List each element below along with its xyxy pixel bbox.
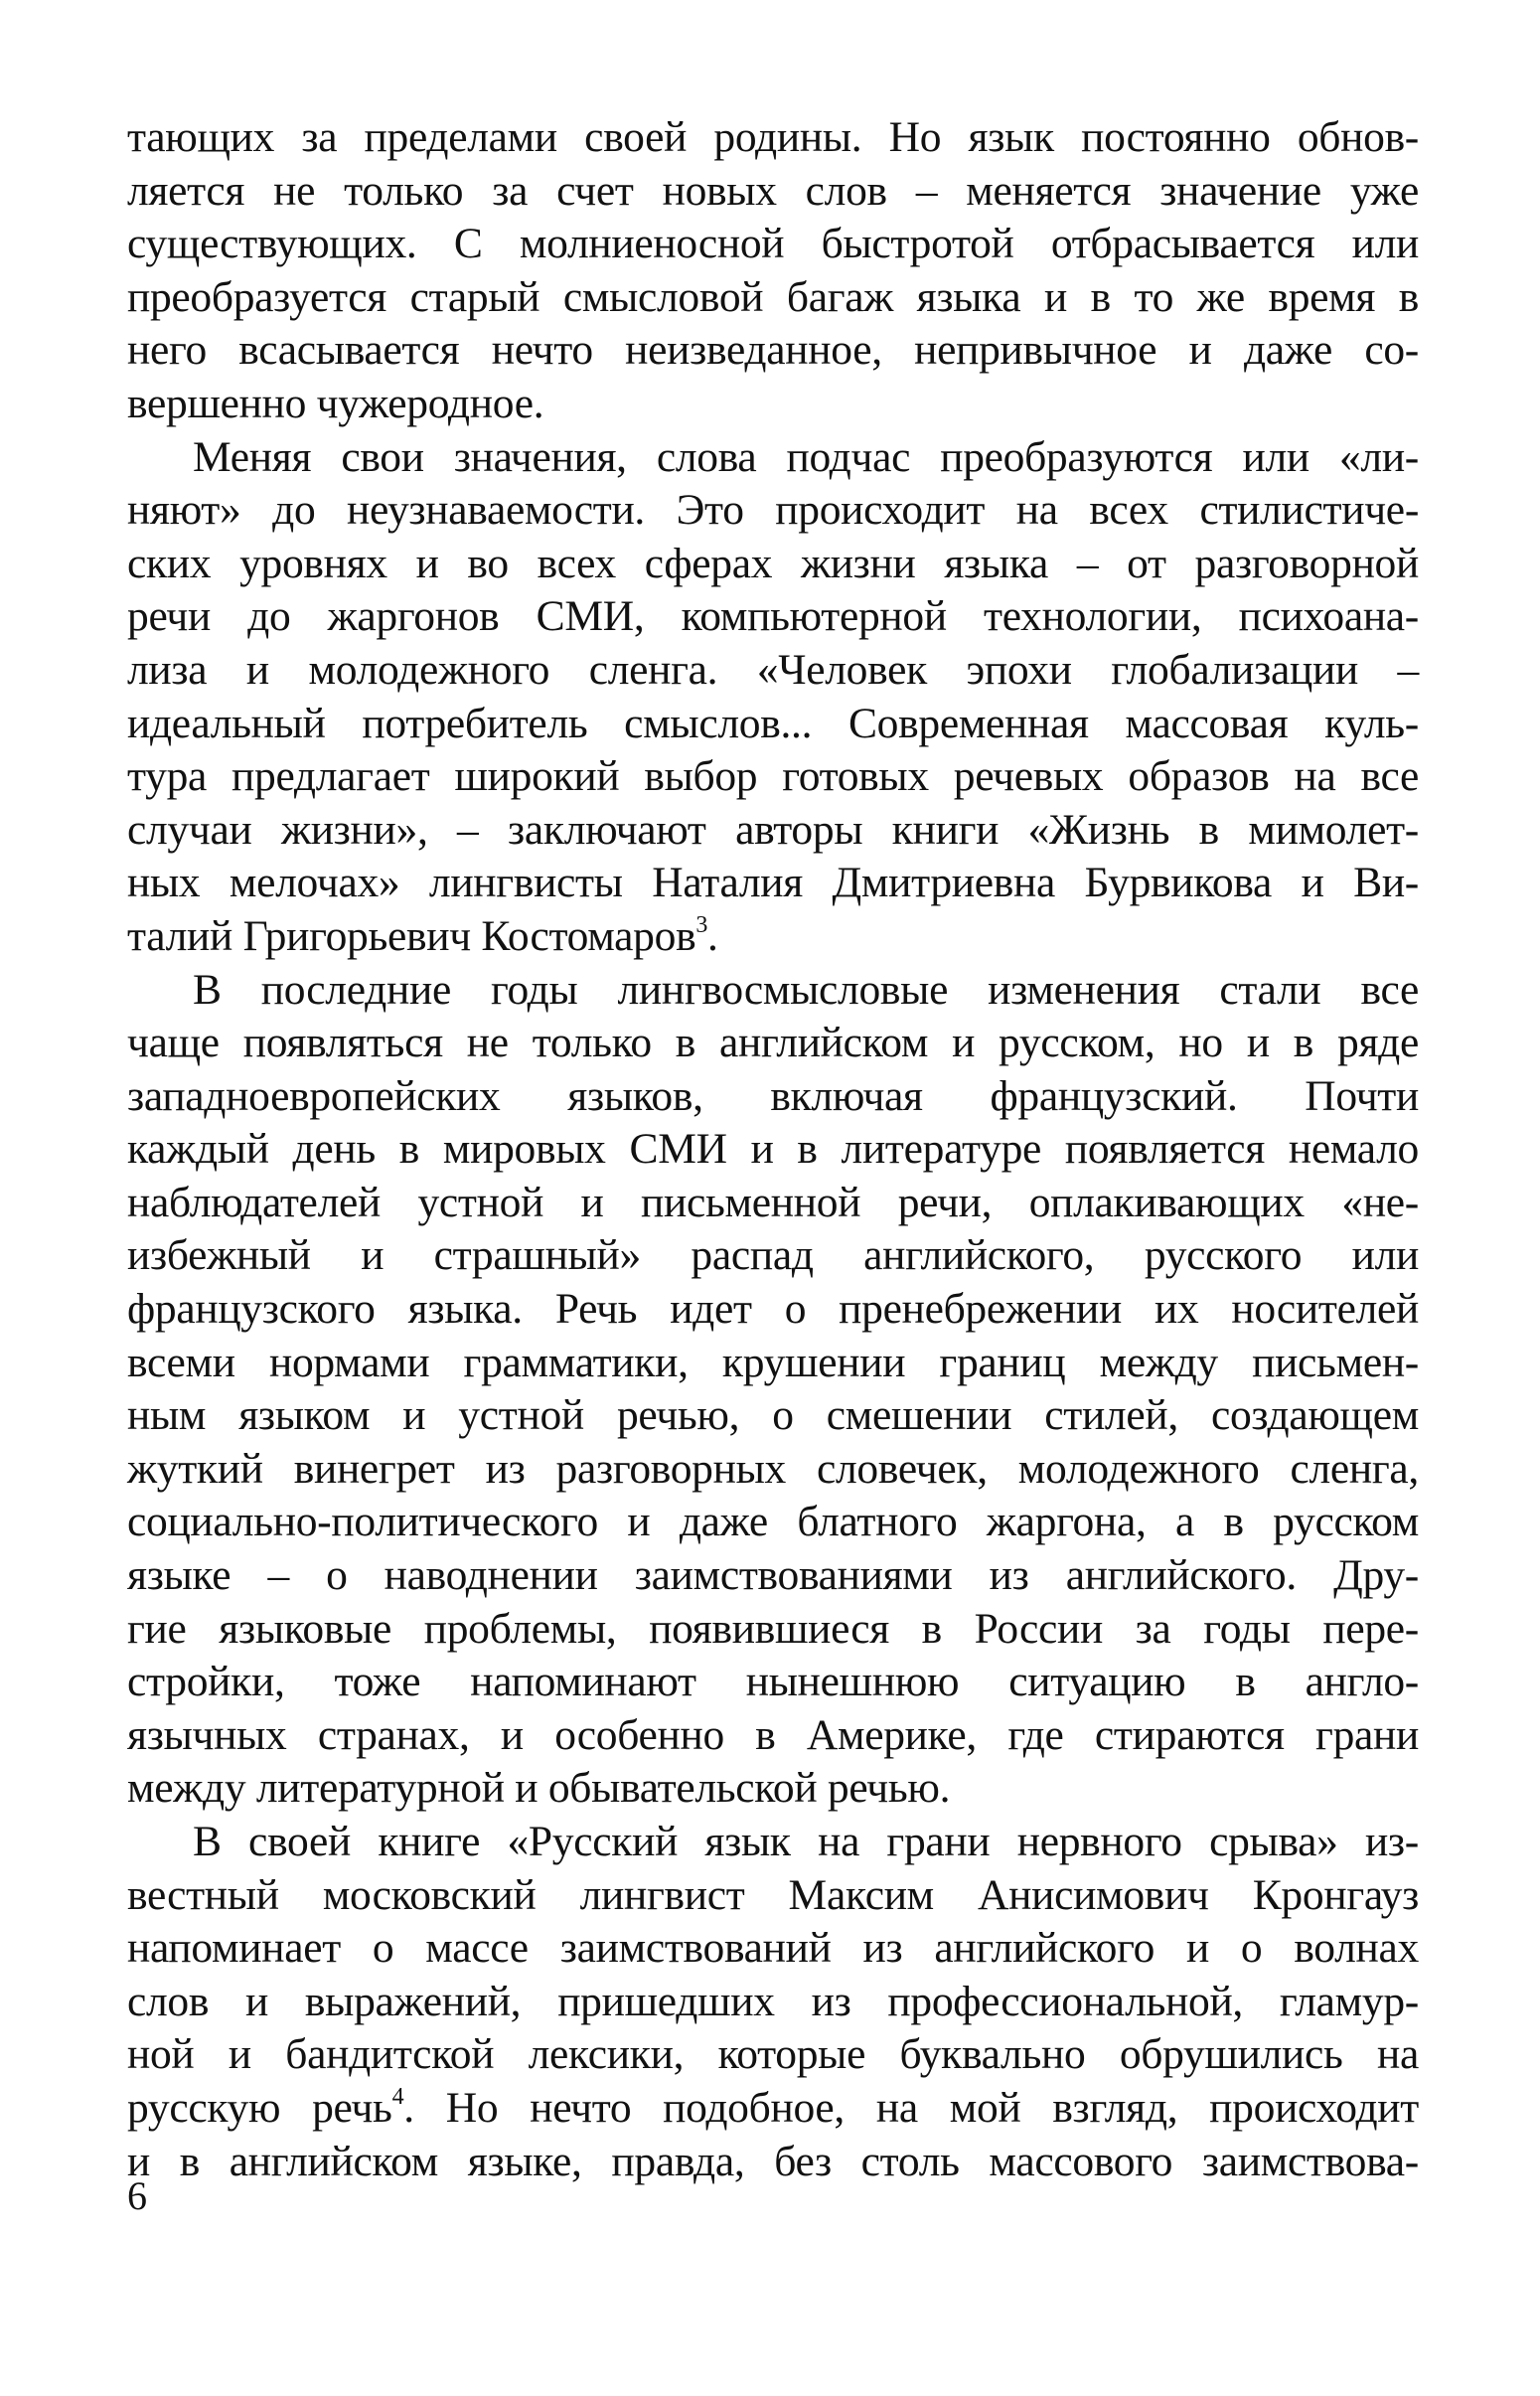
text-line: ной и бандитской лексики, которые буквально обрушились на: [127, 2030, 1419, 2079]
text-line: французского языка. Речь идет о пренебрежении их носителей: [127, 1285, 1419, 1334]
text-line: В своей книге «Русский язык на грани нервного срыва» из-: [193, 1818, 1419, 1865]
text-fragment: . Но нечто подобное, на мой взгляд, происходит: [403, 2083, 1419, 2132]
page-text-block: [127, 111, 1419, 2188]
text-line: социально-политического и даже блатного жаргона, а в русском: [127, 1498, 1419, 1546]
text-line: между литературной и обывательской речью.: [127, 1764, 951, 1813]
text-line: всеми нормами грамматики, крушении границ между письмен-: [127, 1338, 1419, 1386]
text-fragment: .: [707, 911, 718, 960]
text-line: ских уровнях и во всех сферах жизни языка – от разговорной: [127, 539, 1419, 587]
text-line: чаще появляться не только в английском и русском, но и в ряде: [127, 1019, 1419, 1067]
text-line: существующих. С молниеносной быстротой отбрасывается или: [127, 220, 1419, 268]
text-line: избежный и страшный» распад английского, русского или: [127, 1231, 1419, 1280]
footnote-marker: 4: [391, 2083, 404, 2110]
text-line: вершенно чужеродное.: [127, 379, 544, 427]
text-line: идеальный потребитель смыслов... Современная массовая куль-: [127, 699, 1419, 747]
paragraph-4: [127, 1816, 1419, 2188]
paragraph-2: [127, 431, 1419, 964]
text-fragment: русскую речь: [127, 2083, 392, 2132]
text-line: и в английском языке, правда, без столь массового заимствова-: [127, 2137, 1419, 2185]
text-line: [127, 910, 1419, 964]
text-line: [127, 2082, 1419, 2136]
footnote-marker: 3: [695, 911, 708, 938]
text-line: преобразуется старый смысловой багаж языка и в то же время в: [127, 272, 1419, 321]
text-fragment: талий Григорьевич Костомаров: [127, 911, 696, 960]
text-line: напоминает о массе заимствований из английского и о волнах: [127, 1924, 1419, 1973]
paragraph-3: [127, 964, 1419, 1817]
text-line: каждый день в мировых СМИ и в литературе появляется немало: [127, 1125, 1419, 1174]
text-line: Меняя свои значения, слова подчас преобразуются или «ли-: [193, 432, 1419, 481]
text-line: ляется не только за счет новых слов – меняется значение уже: [127, 166, 1419, 215]
text-line: языке – о наводнении заимствованиями из английского. Дру-: [127, 1551, 1419, 1600]
text-line: ным языком и устной речью, о смешении стилей, создающем: [127, 1391, 1419, 1440]
text-line: слов и выражений, пришедших из профессиональной, гламур-: [127, 1977, 1419, 2025]
text-line: него всасывается нечто неизведанное, непривычное и даже со-: [127, 326, 1419, 375]
text-line: случаи жизни», – заключают авторы книги «Жизнь в мимолет-: [127, 805, 1419, 854]
page-number: 6: [127, 2173, 147, 2218]
text-line: наблюдателей устной и письменной речи, оплакивающих «не-: [127, 1178, 1419, 1226]
text-line: няют» до неузнаваемости. Это происходит на всех стилистиче-: [127, 486, 1419, 535]
text-line: лиза и молодежного сленга. «Человек эпохи глобализации –: [127, 645, 1419, 694]
text-line: гие языковые проблемы, появившиеся в России за годы пере-: [127, 1604, 1419, 1653]
text-line: вестный московский лингвист Максим Анисимович Кронгауз: [127, 1870, 1419, 1919]
text-line: стройки, тоже напоминают нынешнюю ситуацию в англо-: [127, 1658, 1419, 1706]
paragraph-1: [127, 111, 1419, 431]
text-line: язычных странах, и особенно в Америке, где стираются грани: [127, 1710, 1419, 1759]
text-line: В последние годы лингвосмысловые изменения стали все: [193, 965, 1419, 1014]
text-line: жуткий винегрет из разговорных словечек, молодежного сленга,: [127, 1444, 1419, 1493]
text-line: речи до жаргонов СМИ, компьютерной технологии, психоана-: [127, 592, 1419, 641]
text-line: тающих за пределами своей родины. Но язык постоянно обнов-: [127, 113, 1419, 161]
text-line: западноевропейских языков, включая французский. Почти: [127, 1071, 1419, 1120]
text-line: тура предлагает широкий выбор готовых речевых образов на все: [127, 752, 1419, 801]
text-line: ных мелочах» лингвисты Наталия Дмитриевна Бурвикова и Ви-: [127, 859, 1419, 907]
